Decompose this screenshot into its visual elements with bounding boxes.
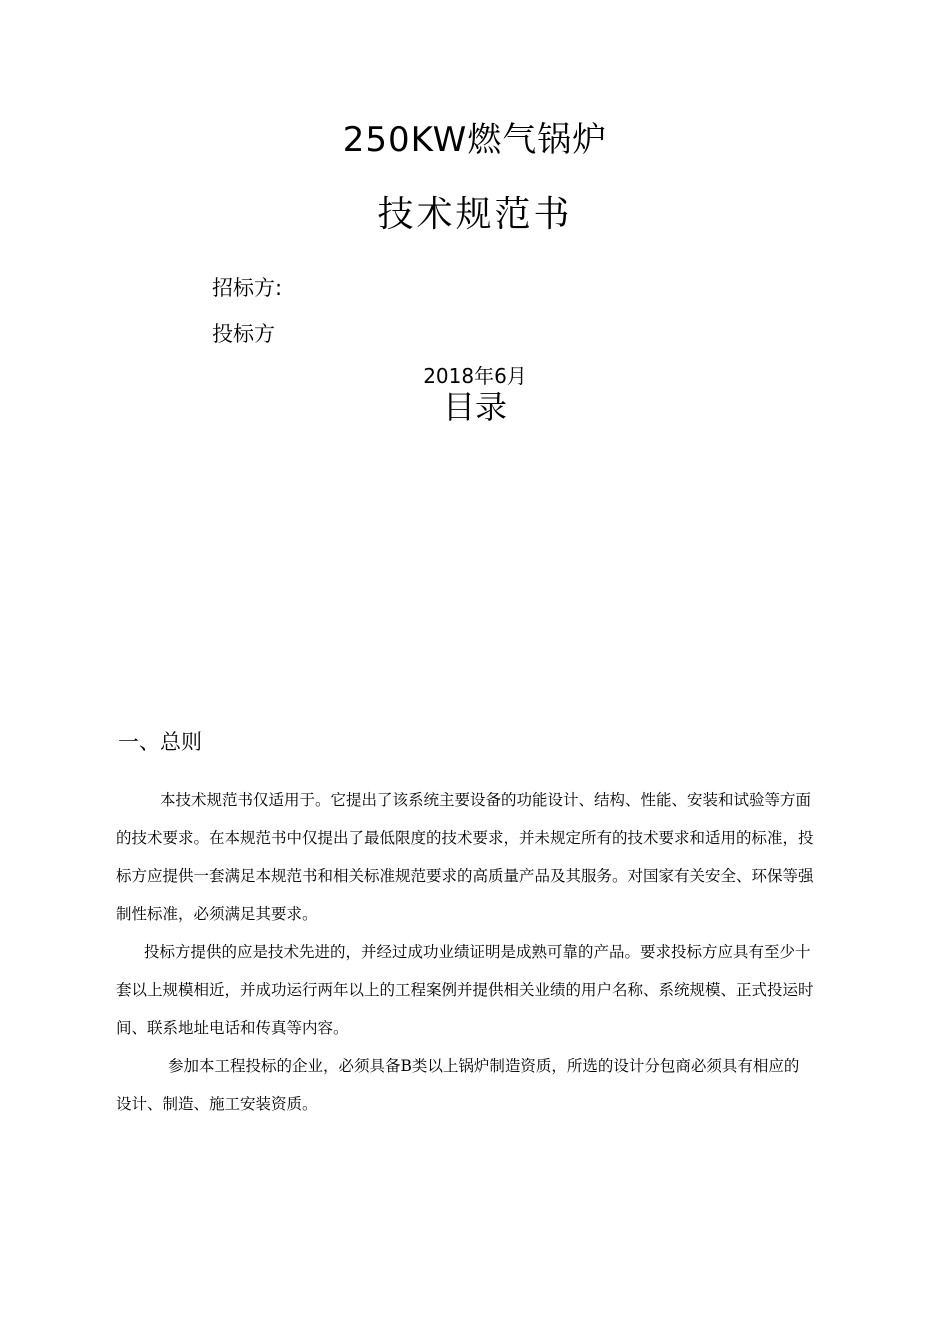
paragraph-line: 间、联系地址电话和传真等内容。 [116, 1019, 349, 1037]
paragraph-line: 标方应提供一套满足本规范书和相关标准规范要求的高质量产品及其服务。对国家有关安全、环保等强 [116, 867, 814, 885]
paragraph-line: 设计、制造、施工安装资质。 [116, 1095, 318, 1113]
paragraph-line: 制性标准，必须满足其要求。 [116, 905, 318, 923]
paragraph-qualification [116, 1047, 836, 1123]
tender-party-label: 招标方: [212, 276, 283, 300]
document-date: 2018年6月 [423, 364, 527, 388]
document-title-line-2: 技术规范书 [377, 194, 573, 235]
toc-title: 目录 [442, 388, 507, 426]
paragraph-scope [116, 781, 836, 933]
paragraph-line: 参加本工程投标的企业，必须具备B类以上锅炉制造资质，所选的设计分包商必须具有相应的 [168, 1057, 800, 1075]
section-heading-general: 一、总则 [118, 730, 202, 754]
paragraph-line: 套以上规模相近，并成功运行两年以上的工程案例并提供相关业绩的用户名称、系统规模、正式投运时 [116, 981, 814, 999]
bidder-party-label: 投标方 [212, 322, 275, 346]
paragraph-line: 的技术要求。在本规范书中仅提出了最低限度的技术要求，并未规定所有的技术要求和适用的标准，投 [116, 829, 814, 847]
document-title-line-1: 250KW燃气锅炉 [342, 120, 608, 160]
paragraph-line: 投标方提供的应是技术先进的，并经过成功业绩证明是成熟可靠的产品。要求投标方应具有至少十 [144, 943, 811, 961]
paragraph-bidder-requirements [116, 933, 836, 1047]
paragraph-line: 本技术规范书仅适用于。它提出了该系统主要设备的功能设计、结构、性能、安装和试验等方面 [160, 791, 812, 809]
